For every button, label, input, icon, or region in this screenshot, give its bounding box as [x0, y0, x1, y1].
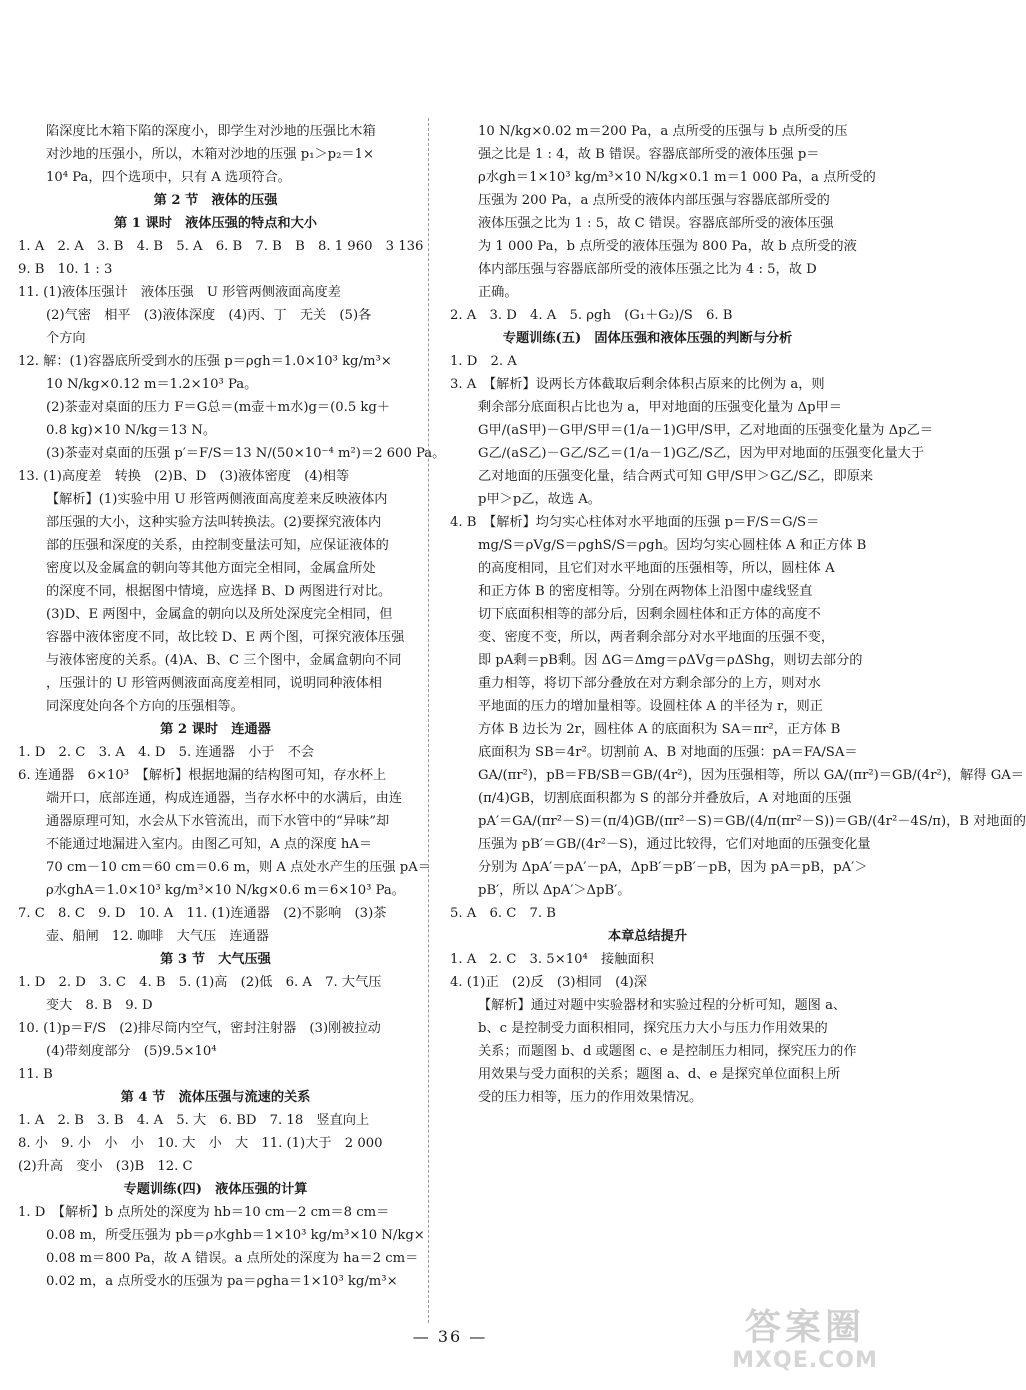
- text-line: 通器原理可知，水会从下水管流出，而下水管中的“异味”却: [46, 814, 390, 829]
- text-line: 和正方体 B 的密度相等。分别在两物体上沿图中虚线竖直: [478, 584, 813, 599]
- text-line: 【解析】(1)实验中用 U 形管两侧液面高度差来反映液体内: [46, 492, 388, 507]
- text-line: 不能通过地漏进入室内。由图乙可知，A 点的深度 hA＝: [46, 837, 373, 852]
- text-line: 70 cm－10 cm＝60 cm＝0.6 m，则 A 点处水产生的压强 pA＝: [46, 860, 431, 875]
- text-line: 11. B: [18, 1067, 53, 1082]
- text-line: (2)茶壶对桌面的压力 F＝G总＝(m壶＋m水)g＝(0.5 kg＋: [46, 400, 391, 415]
- text-line: 10 N/kg×0.02 m＝200 Pa，a 点所受的压强与 b 点所受的压: [478, 124, 848, 139]
- text-line: (3)D、E 两图中，金属盒的朝向以及所处深度完全相同，但: [46, 607, 393, 622]
- column-divider: [428, 118, 429, 1323]
- text-line: 方体 B 边长为 2r，圆柱体 A 的底面积为 SA＝πr²，正方体 B: [478, 722, 841, 737]
- text-line: 0.08 m＝800 Pa，故 A 错误。a 点所处的深度为 ha＝2 cm＝: [46, 1251, 419, 1266]
- text-line: ρ水gh＝1×10³ kg/m³×10 N/kg×0.1 m＝1 000 Pa，a 点所受的: [478, 170, 876, 185]
- text-line: 的深度不同，根据图中情境，应选择 B、D 两图进行对比。: [46, 584, 392, 599]
- section-heading: 第 1 课时 液体压强的特点和大小: [114, 216, 317, 231]
- text-line: p甲＞p乙，故选 A。: [478, 492, 601, 507]
- text-line: 部压强的大小，这种实验方法叫转换法。(2)要探究液体内: [46, 515, 382, 530]
- page-number: — 36 —: [412, 1327, 488, 1346]
- right-column: [450, 120, 1026, 1109]
- text-line: 1. A 2. A 3. B 4. B 5. A 6. B 7. B B 8. 1 960 3 136: [18, 239, 424, 254]
- text-line: 重力相等，将切下部分叠放在对方剩余部分的上方，则对水: [478, 676, 821, 691]
- text-line: mg/S＝ρVg/S＝ρghS/S＝ρgh。因均匀实心圆柱体 A 和正方体 B: [478, 538, 867, 553]
- section-heading: 第 2 节 液体的压强: [153, 193, 278, 208]
- text-line: 体内部压强与容器底部所受的液体压强之比为 4 : 5，故 D: [478, 262, 817, 277]
- text-line: 变、密度不变，所以，两者剩余部分对水平地面的压强不变，: [478, 630, 835, 645]
- section-heading: 专题训练(四) 液体压强的计算: [123, 1182, 308, 1197]
- section-heading: 专题训练(五) 固体压强和液体压强的判断与分析: [502, 331, 793, 346]
- text-line: (2)气密 相平 (3)液体深度 (4)丙、丁 无关 (5)各: [46, 308, 372, 323]
- text-line: 分别为 ΔpA′＝pA′－pA，ΔpB′＝pB′－pB，因为 pA＝pB，pA′＞: [478, 860, 868, 875]
- text-line: 同深度处向各个方向的压强相等。: [46, 699, 244, 714]
- text-line: G甲/(aS甲)－G甲/S甲＝(1/a－1)G甲/S甲，乙对地面的压强变化量为 Δp乙＝: [478, 423, 934, 438]
- text-line: 1. D 2. A: [450, 354, 517, 369]
- text-line: 1. D 2. D 3. C 4. B 5. (1)高 (2)低 6. A 7. 大气压: [18, 975, 382, 990]
- text-line: (4)带刻度部分 (5)9.5×10⁴: [46, 1044, 217, 1059]
- text-line: 变大 8. B 9. D: [46, 998, 153, 1013]
- watermark-url: MXQE.COM: [732, 1348, 878, 1373]
- text-line: ，压强计的 U 形管两侧液面高度差相同，说明同种液体相: [46, 676, 382, 691]
- text-line: ρ水ghA＝1.0×10³ kg/m³×10 N/kg×0.6 m＝6×10³ Pa。: [46, 883, 405, 898]
- text-line: 平地面的压力的增加量相等。设圆柱体 A 的半径为 r，则正: [478, 699, 823, 714]
- text-line: 2. A 3. D 4. A 5. ρgh (G₁＋G₂)/S 6. B: [450, 308, 733, 323]
- left-column: [18, 120, 446, 1293]
- text-line: 端开口，底部连通，构成连通器，当存水杯中的水满后，由连: [46, 791, 403, 806]
- text-line: (π/4)GB，切割底面积都为 S 的部分并叠放后，A 对地面的压强: [478, 791, 852, 806]
- text-line: 1. D 2. C 3. A 4. D 5. 连通器 小于 不会: [18, 745, 315, 760]
- text-line: 切下底面积相等的部分后，因剩余圆柱体和正方体的高度不: [478, 607, 821, 622]
- text-line: pB′，所以 ΔpA′＞ΔpB′。: [478, 883, 631, 898]
- text-line: 压强为 pB′＝GB/(4r²－S)，通过比较得，它们对地面的压强变化量: [478, 837, 871, 852]
- text-line: 为 1 000 Pa，b 点所受的液体压强为 800 Pa，故 b 点所受的液: [478, 239, 857, 254]
- text-line: 密度以及金属盒的朝向等其他方面完全相同，金属盒所处: [46, 561, 376, 576]
- text-line: 4. (1)正 (2)反 (3)相同 (4)深: [450, 975, 647, 990]
- text-line: 7. C 8. C 9. D 10. A 11. (1)连通器 (2)不影响 (3)茶: [18, 906, 387, 921]
- section-heading: 第 3 节 大气压强: [160, 952, 271, 967]
- text-line: 与液体密度的关系。(4)A、B、C 三个图中，金属盒朝向不同: [46, 653, 402, 668]
- text-line: 陷深度比木箱下陷的深度小，即学生对沙地的压强比木箱: [46, 124, 376, 139]
- text-line: 液体压强之比为 1 : 5，故 C 错误。容器底部所受的液体压强: [478, 216, 834, 231]
- text-line: b、c 是控制受力面积相同，探究压力大小与压力作用效果的: [478, 1021, 828, 1036]
- text-line: 13. (1)高度差 转换 (2)B、D (3)液体密度 (4)相等: [18, 469, 350, 484]
- text-line: 5. A 6. C 7. B: [450, 906, 557, 921]
- text-line: 10. (1)p＝F/S (2)排尽筒内空气，密封注射器 (3)刚被拉动: [18, 1021, 381, 1036]
- text-line: 壶、船闸 12. 咖啡 大气压 连通器: [46, 929, 269, 944]
- text-line: 0.8 kg)×10 N/kg＝13 N。: [46, 423, 217, 438]
- text-line: G乙/(aS乙)－G乙/S乙＝(1/a－1)G乙/S乙，因为甲对地面的压强变化量大于: [478, 446, 925, 461]
- text-line: 8. 小 9. 小 小 小 10. 大 小 大 11. (1)大于 2 000: [18, 1136, 383, 1151]
- text-line: 即 pA剩＝pB剩。因 ΔG＝Δmg＝ρΔVg＝ρΔShg，则切去部分的: [478, 653, 863, 668]
- text-line: 6. 连通器 6×10³ 【解析】根据地漏的结构图可知，存水杯上: [18, 768, 387, 783]
- text-line: 0.02 m，a 点所受水的压强为 pa＝ρgha＝1×10³ kg/m³×: [46, 1274, 398, 1289]
- text-line: 的高度相同，且它们对水平地面的压强相等，所以，圆柱体 A: [478, 561, 835, 576]
- text-line: (3)茶壶对桌面的压强 p′＝F/S＝13 N/(50×10⁻⁴ m²)＝2 600 Pa。: [46, 446, 446, 461]
- section-heading: 第 2 课时 连通器: [160, 722, 271, 737]
- text-line: (2)升高 变小 (3)B 12. C: [18, 1159, 193, 1174]
- text-line: 用效果与受力面积的关系；题图 a、d、e 是探究单位面积上所: [478, 1067, 841, 1082]
- text-line: 容器中液体密度不同，故比较 D、E 两个图，可探究液体压强: [46, 630, 405, 645]
- text-line: 个方向: [46, 331, 86, 346]
- text-line: 0.08 m，所受压强为 pb＝ρ水ghb＝1×10³ kg/m³×10 N/kg×: [46, 1228, 425, 1243]
- text-line: 10 N/kg×0.12 m＝1.2×10³ Pa。: [46, 377, 258, 392]
- text-line: 12. 解：(1)容器底所受到水的压强 p＝ρgh＝1.0×10³ kg/m³×: [18, 354, 392, 369]
- watermark-logo: 答案圈: [744, 1307, 865, 1348]
- text-line: 1. D 【解析】b 点所处的深度为 hb＝10 cm－2 cm＝8 cm＝: [18, 1205, 390, 1220]
- text-line: 受的压力相等，压力的作用效果情况。: [478, 1090, 703, 1105]
- text-line: GA/(πr²)，pB＝FB/SB＝GB/(4r²)，因为压强相等，所以 GA/(πr²)＝GB/(4r²)，解得 GA＝: [478, 768, 1024, 783]
- text-line: 4. B 【解析】均匀实心柱体对水平地面的压强 p＝F/S＝G/S＝: [450, 515, 820, 530]
- text-line: 压强为 200 Pa，a 点所受的液体内部压强与容器底部所受的: [478, 193, 830, 208]
- section-heading: 本章总结提升: [607, 929, 688, 944]
- section-heading: 第 4 节 流体压强与流速的关系: [120, 1090, 311, 1105]
- text-line: 强之比是 1 : 4，故 B 错误。容器底部所受的液体压强 p＝: [478, 147, 820, 162]
- text-line: 对沙地的压强小，所以，木箱对沙地的压强 p₁＞p₂＝1×: [46, 147, 375, 162]
- text-line: 【解析】通过对题中实验器材和实验过程的分析可知，题图 a、: [478, 998, 847, 1013]
- text-line: 11. (1)液体压强计 液体压强 U 形管两侧液面高度差: [18, 285, 341, 300]
- text-line: 1. A 2. B 3. B 4. A 5. 大 6. BD 7. 18 竖直向上: [18, 1113, 370, 1128]
- text-line: 剩余部分底面积占比也为 a，甲对地面的压强变化量为 Δp甲＝: [478, 400, 842, 415]
- text-line: 3. A 【解析】设两长方体截取后剩余体积占原来的比例为 a，则: [450, 377, 825, 392]
- text-line: 关系；而题图 b、d 或题图 c、e 是控制压力相同，探究压力的作: [478, 1044, 857, 1059]
- text-line: 9. B 10. 1 : 3: [18, 262, 113, 277]
- text-line: 10⁴ Pa，四个选项中，只有 A 选项符合。: [46, 170, 291, 185]
- text-line: 部的压强和深度的关系，由控制变量法可知，应保证液体的: [46, 538, 389, 553]
- watermark: [720, 1300, 890, 1382]
- text-line: pA′＝GA/(πr²－S)＝(π/4)GB/(πr²－S)＝GB/(4/π(πr²－S))＝GB/(4r²－4S/π)，B 对地面的: [478, 814, 1026, 829]
- text-line: 正确。: [478, 285, 518, 300]
- text-line: 1. A 2. C 3. 5×10⁴ 接触面积: [450, 952, 654, 967]
- text-line: 底面积为 SB＝4r²。切割前 A、B 对地面的压强：pA＝FA/SA＝: [478, 745, 858, 760]
- text-line: 乙对地面的压强变化量，结合两式可知 G甲/S甲＞G乙/S乙，即原来: [478, 469, 874, 484]
